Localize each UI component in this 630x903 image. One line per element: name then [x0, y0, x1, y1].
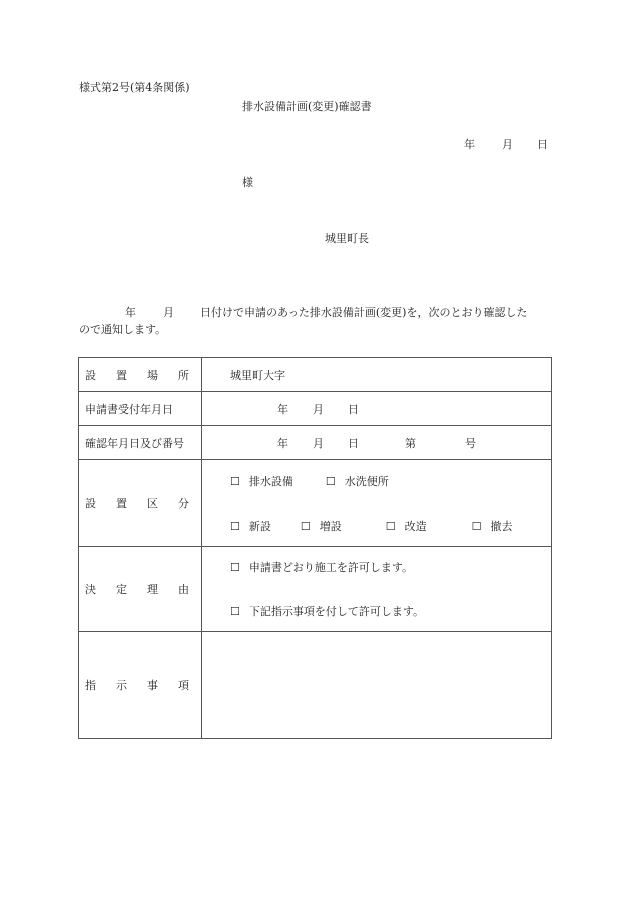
- location-value-cell[interactable]: [202, 358, 552, 392]
- label-char: 事: [147, 679, 158, 692]
- option-addition[interactable]: [301, 521, 342, 532]
- received-day: 日: [348, 402, 359, 416]
- row-decision: [79, 547, 552, 632]
- option-approve-with-conditions[interactable]: [230, 606, 424, 617]
- option-flush-toilet[interactable]: [326, 476, 389, 487]
- checkbox-icon[interactable]: ☐: [230, 520, 240, 533]
- label-char: 場: [147, 368, 158, 382]
- option-removal[interactable]: [472, 521, 513, 532]
- label-char: 指: [85, 679, 96, 692]
- option-remodel[interactable]: [386, 521, 427, 532]
- row-instructions: [79, 632, 552, 739]
- label-char: 置: [116, 368, 127, 382]
- received-date-label: 申請書受付年月日: [79, 392, 202, 426]
- label-char: 置: [116, 497, 127, 510]
- instructions-label: [79, 632, 202, 739]
- row-location: [79, 358, 552, 392]
- confirmation-label: 確認年月日及び番号: [79, 426, 202, 460]
- date-year: 年: [464, 138, 475, 151]
- option-drainage[interactable]: [230, 476, 293, 487]
- label-char: 設: [85, 368, 96, 382]
- label-char: 所: [178, 368, 189, 382]
- option-label: 増設: [319, 520, 342, 533]
- form-number: 様式第2号(第4条関係): [79, 81, 190, 94]
- confirm-number-prefix: 第: [405, 436, 416, 450]
- label-char: 決: [85, 583, 96, 596]
- confirmation-table: [78, 357, 552, 739]
- option-new[interactable]: [230, 521, 271, 532]
- row-confirmation: [79, 426, 552, 460]
- checkbox-icon[interactable]: ☐: [230, 605, 240, 618]
- checkbox-icon[interactable]: ☐: [385, 520, 396, 533]
- body-paragraph-line2: ので通知します。: [79, 323, 167, 336]
- option-label: 申請書どおり施工を許可します。: [248, 561, 413, 574]
- option-label: 排水設備: [248, 475, 293, 488]
- option-label: 撤去: [490, 520, 513, 533]
- label-char: 項: [178, 679, 189, 692]
- confirm-number-suffix: 号: [465, 436, 476, 450]
- label-char: 定: [116, 583, 127, 596]
- decision-options-cell: [202, 547, 552, 632]
- instructions-cell[interactable]: [202, 632, 552, 739]
- option-label: 水洗便所: [344, 475, 389, 488]
- label-char: 設: [85, 497, 96, 510]
- row-received-date: [79, 392, 552, 426]
- checkbox-icon[interactable]: ☐: [471, 520, 482, 533]
- confirm-year: 年: [277, 436, 288, 450]
- received-month: 月: [313, 402, 324, 416]
- confirm-day: 日: [348, 436, 359, 450]
- issuer: 城里町長: [325, 232, 369, 245]
- category-label: [79, 460, 202, 547]
- row-category: [79, 460, 552, 547]
- label-char: 理: [147, 583, 158, 596]
- option-label: 下記指示事項を付して許可します。: [248, 605, 424, 618]
- label-char: 由: [178, 583, 189, 596]
- checkbox-icon[interactable]: ☐: [230, 475, 240, 488]
- location-value: 城里町大字: [230, 368, 285, 382]
- received-date-cell[interactable]: [202, 392, 552, 426]
- document-title: 排水設備計画(変更)確認書: [242, 100, 372, 113]
- confirmation-cell[interactable]: [202, 426, 552, 460]
- option-approve-as-applied[interactable]: [230, 562, 413, 573]
- category-options-cell: [202, 460, 552, 547]
- label-char: 分: [178, 497, 189, 510]
- body-month: 月: [163, 306, 174, 319]
- body-paragraph-line1: [79, 307, 527, 318]
- checkbox-icon[interactable]: ☐: [300, 520, 311, 533]
- option-label: 改造: [404, 520, 427, 533]
- date-day: 日: [537, 138, 548, 151]
- location-label: [79, 358, 202, 392]
- received-year: 年: [277, 402, 288, 416]
- addressee-suffix: 様: [242, 176, 253, 189]
- checkbox-icon[interactable]: ☐: [230, 561, 240, 574]
- body-text: 日付けで申請のあった排水設備計画(変更)を，次のとおり確認した: [200, 306, 528, 319]
- label-char: 示: [116, 679, 127, 692]
- body-year: 年: [125, 306, 136, 319]
- decision-label: [79, 547, 202, 632]
- date-month: 月: [502, 138, 513, 151]
- option-label: 新設: [248, 520, 271, 533]
- confirm-month: 月: [313, 436, 324, 450]
- label-char: 区: [147, 497, 158, 510]
- checkbox-icon[interactable]: ☐: [325, 475, 336, 488]
